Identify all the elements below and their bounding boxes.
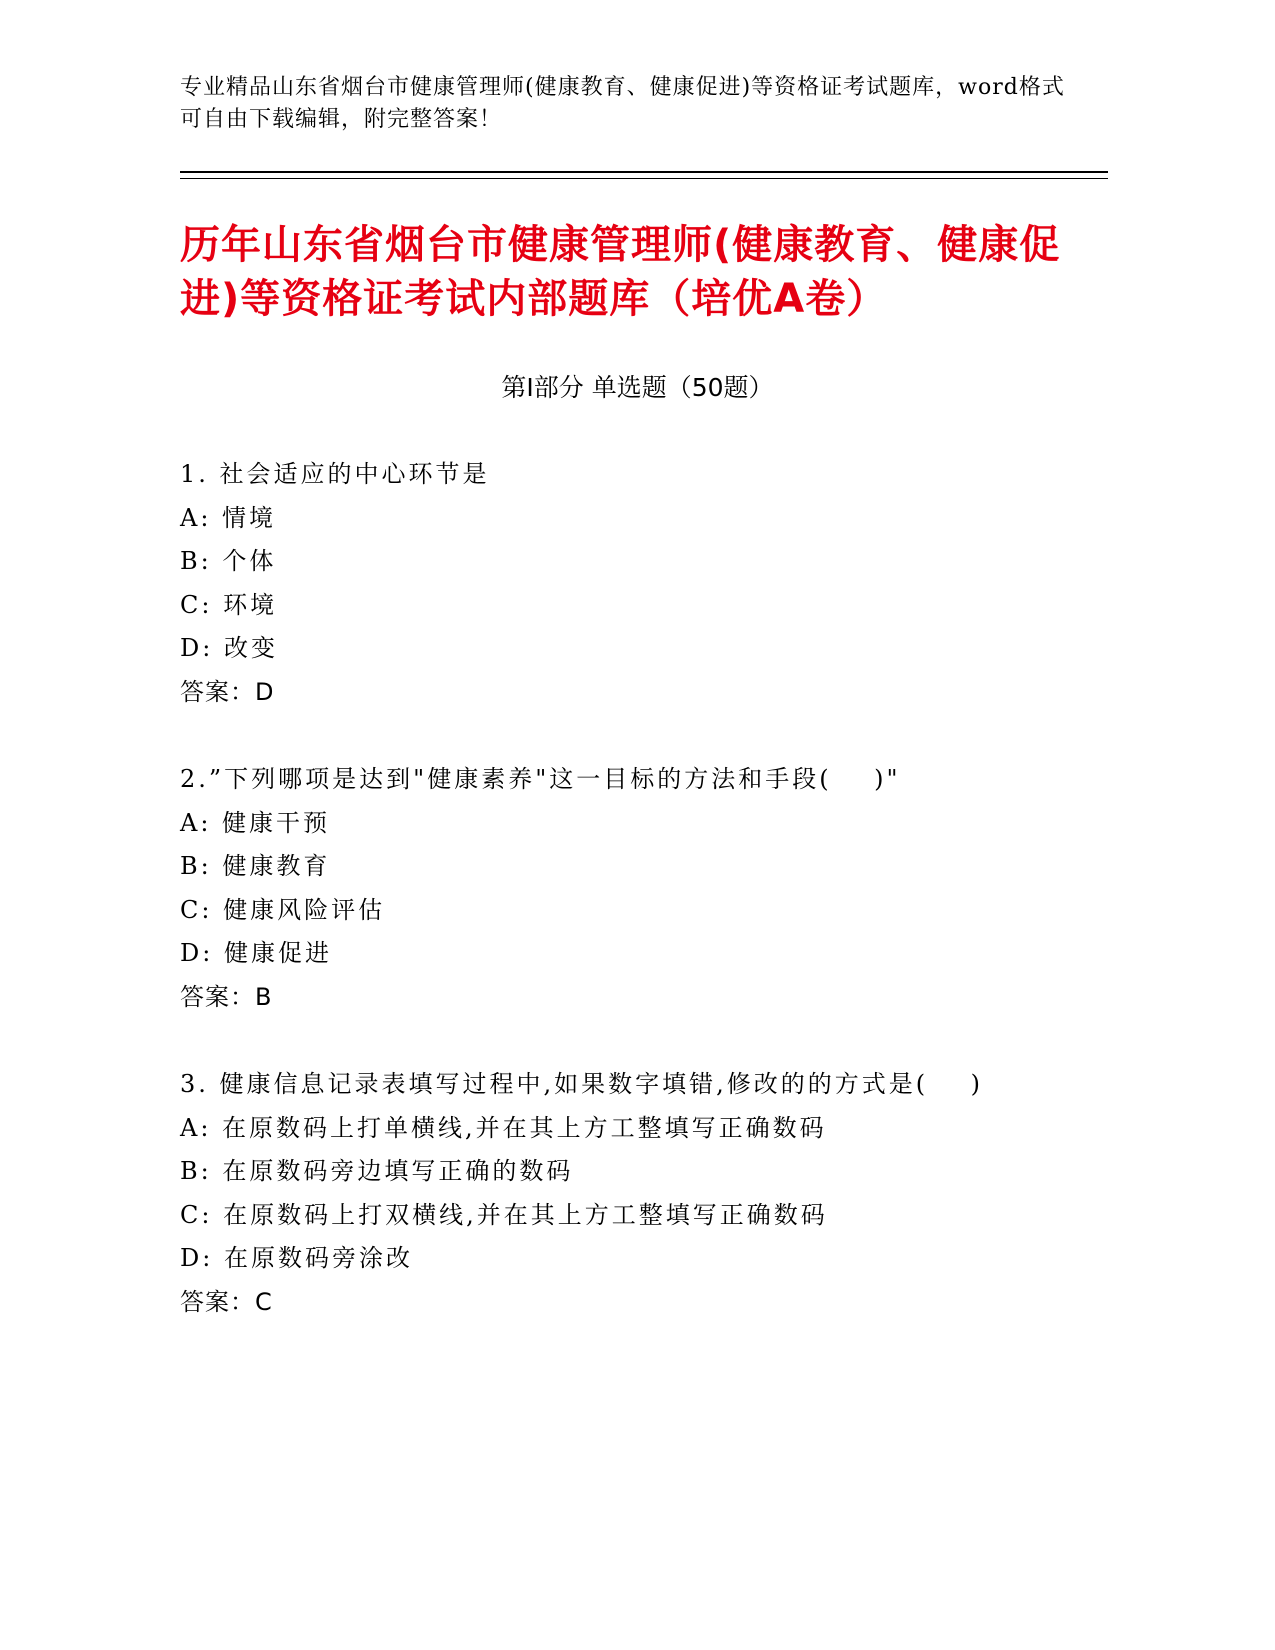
option-d: D: 健康促进 (180, 939, 332, 968)
header-divider-thin (180, 178, 1108, 179)
option-c: C: 在原数码上打双横线,并在其上方工整填写正确数码 (180, 1200, 828, 1229)
option-a: A: 健康干预 (180, 808, 331, 837)
option-b: B: 个体 (180, 547, 277, 576)
option-b: B: 健康教育 (180, 852, 331, 881)
option-b: B: 在原数码旁边填写正确的数码 (180, 1157, 574, 1186)
option-c: C: 环境 (180, 590, 278, 619)
header-divider-thick (180, 171, 1108, 173)
question-2 (180, 758, 1140, 1020)
answer: 答案：D (180, 677, 275, 706)
question-stem: 1. 社会适应的中心环节是 (180, 460, 490, 488)
section-heading: 第Ⅰ部分 单选题（50题） (501, 373, 774, 402)
header-note: 专业精品山东省烟台市健康管理师(健康教育、健康促进)等资格证考试题库，word格式可自由下载编辑，附完整答案！ (180, 75, 1065, 132)
option-d: D: 在原数码旁涂改 (180, 1244, 413, 1273)
answer: 答案：C (180, 1287, 273, 1316)
option-d: D: 改变 (180, 634, 278, 663)
document-title: 历年山东省烟台市健康管理师(健康教育、健康促进)等资格证考试内部题库（培优A卷） (180, 222, 1061, 322)
question-stem: 2.”下列哪项是达到"健康素养"这一目标的方法和手段( )" (180, 765, 901, 793)
answer: 答案：B (180, 982, 273, 1011)
question-1 (180, 453, 1140, 715)
option-a: A: 情境 (180, 503, 277, 532)
option-c: C: 健康风险评估 (180, 895, 386, 924)
question-stem: 3. 健康信息记录表填写过程中,如果数字填错,修改的的方式是( ) (180, 1070, 984, 1098)
option-a: A: 在原数码上打单横线,并在其上方工整填写正确数码 (180, 1113, 827, 1142)
question-3 (180, 1063, 1140, 1325)
